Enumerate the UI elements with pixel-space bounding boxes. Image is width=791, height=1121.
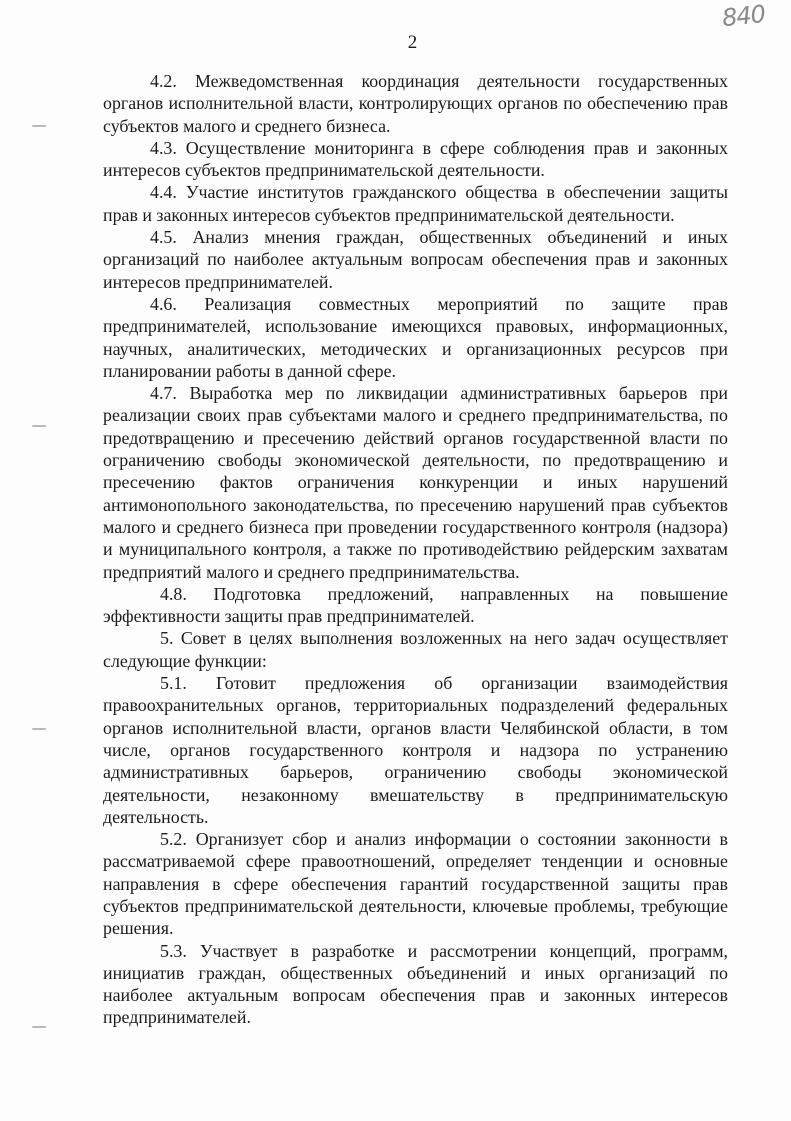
paragraph-5-3: 5.3. Участвует в разработке и рассмотрении концепций, программ, инициатив граждан, общественных объединений и иных организаций по наиболее актуальным вопросам обеспечения прав и законных интересов предпринимателей. bbox=[103, 940, 728, 1028]
paragraph-5: 5. Совет в целях выполнения возложенных на него задач осуществляет следующие функции: bbox=[103, 628, 728, 671]
paragraph-4-8: 4.8. Подготовка предложений, направленных на повышение эффективности защиты прав предпринимателей. bbox=[103, 583, 728, 627]
margin-mark bbox=[32, 1026, 46, 1028]
document-body bbox=[103, 70, 728, 1029]
margin-mark bbox=[32, 728, 46, 730]
paragraph-5-1: 5.1. Готовит предложения об организации взаимодействия правоохранительных органов, территориальных подразделений федеральных органов исполнительной власти, органов власти Челябинской области, в том числе, органов государственного контроля и надзора по устранению административных барьеров, ограничению свободы экономической деятельности, незаконному вмешательству в предпринимательскую деятельность. bbox=[103, 673, 728, 827]
paragraph-4-3: 4.3. Осуществление мониторинга в сфере соблюдения прав и законных интересов субъектов предпринимательской деятельности. bbox=[103, 137, 728, 181]
handwritten-page-number: 840 bbox=[720, 0, 767, 33]
paragraph-4-2: 4.2. Межведомственная координация деятельности государственных органов исполнительной власти, контролирующих органов по обеспечению прав субъектов малого и среднего бизнеса. bbox=[103, 71, 728, 136]
margin-mark bbox=[32, 425, 46, 427]
paragraph-4-4: 4.4. Участие институтов гражданского общества в обеспечении защиты прав и законных интересов субъектов предпринимательской деятельности. bbox=[103, 182, 728, 225]
paragraph-4-7: 4.7. Выработка мер по ликвидации административных барьеров при реализации своих прав субъектами малого и среднего предпринимательства, по предотвращению и пресечению действий органов государственной власти по ограничению свободы экономической деятельности, по предотвращению и пресечению фактов ограничения конкуренции и иных нарушений антимонопольного законодательства, по пресечению нарушений прав субъектов малого и среднего бизнеса при проведении государственного контроля (надзора) и муниципального контроля, а также по противодействию рейдерским захватам предприятий малого и среднего предпринимательства. bbox=[103, 383, 728, 582]
paragraph-5-2: 5.2. Организует сбор и анализ информации о состоянии законности в рассматриваемой сфере правоотношений, определяет тенденции и основные направления в сфере обеспечения гарантий государственной защиты прав субъектов предпринимательской деятельности, ключевые проблемы, требующие решения. bbox=[103, 829, 728, 939]
margin-mark bbox=[32, 125, 46, 127]
paragraph-4-6: 4.6. Реализация совместных мероприятий по защите прав предпринимателей, использование имеющихся правовых, информационных, научных, аналитических, методических и организационных ресурсов при планировании работы в данной сфере. bbox=[103, 293, 728, 381]
page-number: 2 bbox=[407, 32, 418, 53]
paragraph-4-5: 4.5. Анализ мнения граждан, общественных объединений и иных организаций по наиболее актуальным вопросам обеспечения прав и законных интересов предпринимателей. bbox=[103, 227, 728, 292]
